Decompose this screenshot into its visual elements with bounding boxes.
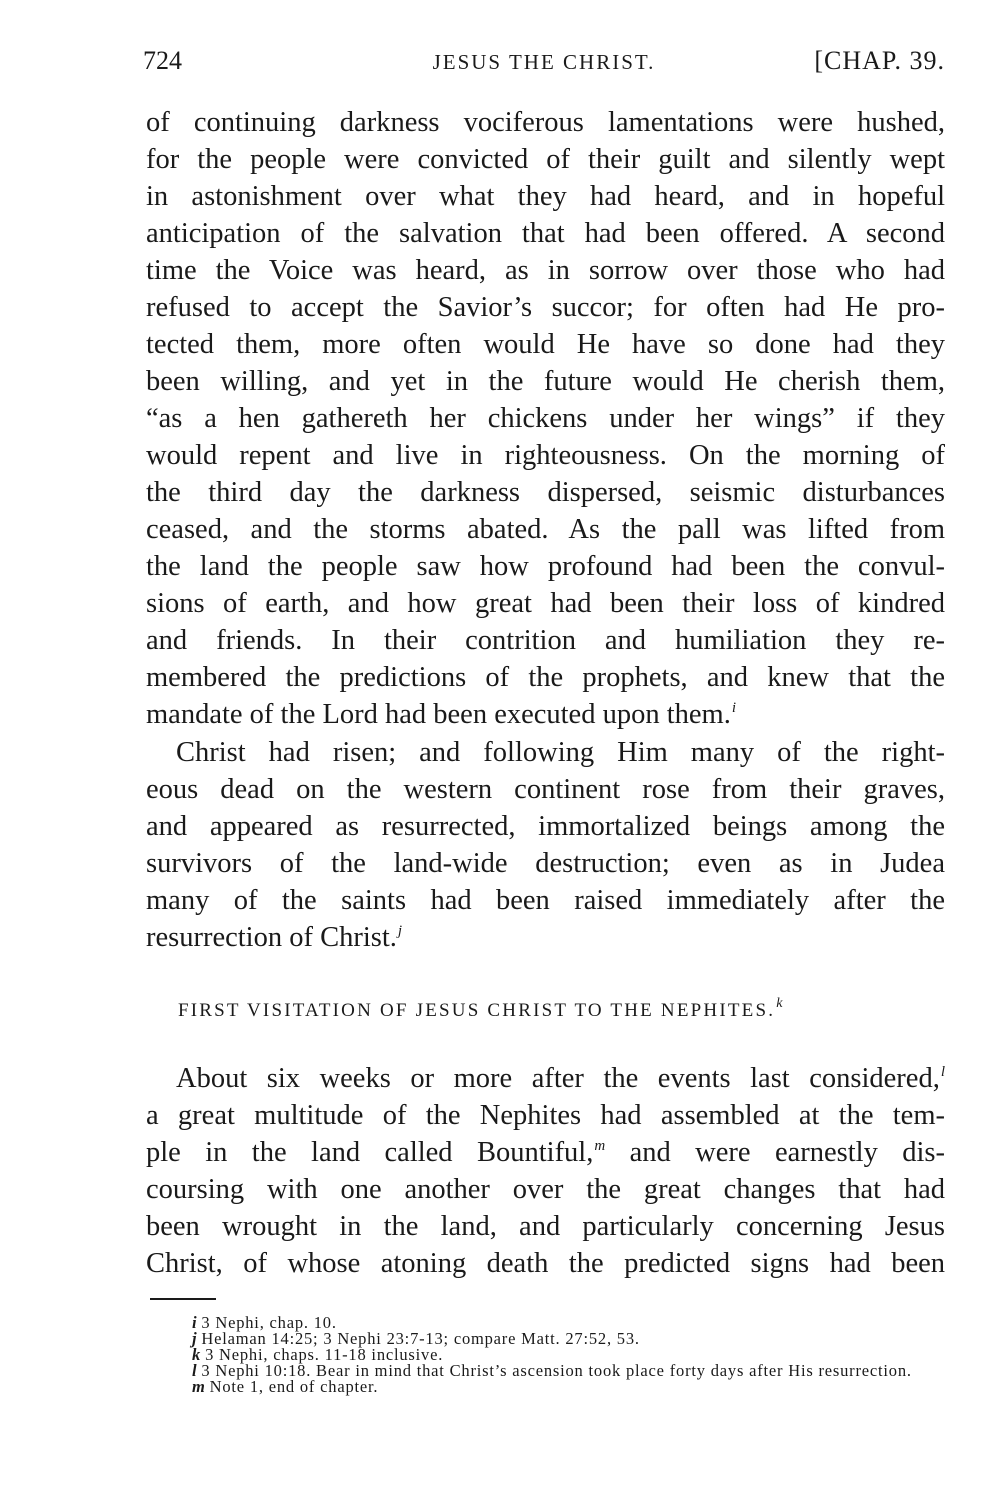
text-line: been willing, and yet in the future would He cherish them, [146, 366, 945, 397]
footnote-text: 3 Nephi, chaps. 11-18 inclusive. [205, 1345, 444, 1364]
footnotes [146, 1315, 945, 1395]
footnote [146, 1379, 945, 1395]
text-line: Christ had risen; and following Him many of the right- [176, 737, 945, 768]
line-text: mandate of the Lord had been executed upon them. [146, 699, 731, 730]
line-text: and were earnestly dis- [605, 1137, 945, 1168]
text-line: of continuing darkness vociferous lamentations were hushed, [146, 107, 945, 138]
text-line: eous dead on the western continent rose from their graves, [146, 774, 945, 805]
text-line: coursing with one another over the great changes that had [146, 1174, 945, 1205]
footnote-mark: i [192, 1313, 198, 1332]
text-line: would repent and live in righteousness. On the morning of [146, 440, 945, 471]
page-number: 724 [143, 46, 182, 75]
text-line: Christ, of whose atoning death the predicted signs had been [146, 1248, 945, 1279]
text-line: ceased, and the storms abated. As the pall was lifted from [146, 514, 945, 545]
footnote-ref-l: l [940, 1064, 945, 1080]
text-line: and friends. In their contrition and humiliation they re- [146, 625, 945, 656]
chapter-label [814, 46, 945, 76]
chapter-number: 39. [909, 46, 945, 75]
footnote-mark: k [192, 1345, 202, 1364]
footnote-text: Note 1, end of chapter. [209, 1377, 379, 1396]
text-line: time the Voice was heard, as in sorrow over those who had [146, 255, 945, 286]
paragraph-3 [146, 1060, 945, 1282]
footnote-ref-k: k [776, 996, 785, 1011]
chapter-bracket: [ [814, 46, 825, 75]
paragraph-2 [146, 734, 945, 956]
text-line: for the people were convicted of their guilt and silently wept [146, 144, 945, 175]
text-line [146, 919, 945, 956]
text-line: refused to accept the Savior’s succor; for often had He pro- [146, 292, 945, 323]
section-heading [178, 996, 785, 1022]
text-line: a great multitude of the Nephites had assembled at the tem- [146, 1100, 945, 1131]
footnote-mark: j [192, 1329, 198, 1348]
running-title: JESUS THE CHRIST. [432, 50, 656, 74]
text-line: sions of earth, and how great had been their loss of kindred [146, 588, 945, 619]
text-line: the third day the darkness dispersed, seismic disturbances [146, 477, 945, 508]
chapter-word: CHAP. [824, 46, 902, 75]
text-line [146, 696, 945, 733]
footnote-mark: m [192, 1377, 206, 1396]
text-line: anticipation of the salvation that had been offered. A second [146, 218, 945, 249]
text-line: membered the predictions of the prophets, and knew that the [146, 662, 945, 693]
footnote-text: 3 Nephi, chap. 10. [201, 1313, 337, 1332]
line-text: resurrection of Christ. [146, 922, 397, 953]
text-line [146, 1134, 945, 1171]
footnote-ref-m: m [594, 1138, 606, 1154]
footnote-mark: l [192, 1361, 198, 1380]
running-header [143, 46, 945, 86]
text-line: tected them, more often would He have so done had they [146, 329, 945, 360]
line-text: About six weeks or more after the events last considered, [176, 1063, 940, 1094]
footnote-text: 3 Nephi 10:18. Bear in mind that Christ’s ascension took place forty days after His resurrection. [201, 1361, 912, 1380]
text-line: survivors of the land-wide destruction; even as in Judea [146, 848, 945, 879]
section-heading-text: FIRST VISITATION OF JESUS CHRIST TO THE NEPHITES. [178, 1000, 776, 1021]
text-line: many of the saints had been raised immediately after the [146, 885, 945, 916]
footnote-ref-i: i [731, 700, 736, 716]
text-line: and appeared as resurrected, immortalized beings among the [146, 811, 945, 842]
footnote-text: Helaman 14:25; 3 Nephi 23:7-13; compare Matt. 27:52, 53. [201, 1329, 640, 1348]
line-text: ple in the land called Bountiful, [146, 1137, 594, 1168]
text-line: the land the people saw how profound had been the convul- [146, 551, 945, 582]
footnote-ref-j: j [397, 923, 403, 939]
text-line [146, 1060, 945, 1097]
text-line: in astonishment over what they had heard, and in hopeful [146, 181, 945, 212]
footnote-divider [150, 1298, 216, 1300]
paragraph-1 [146, 104, 945, 733]
text-line: been wrought in the land, and particularly concerning Jesus [146, 1211, 945, 1242]
text-line: “as a hen gathereth her chickens under her wings” if they [146, 403, 945, 434]
